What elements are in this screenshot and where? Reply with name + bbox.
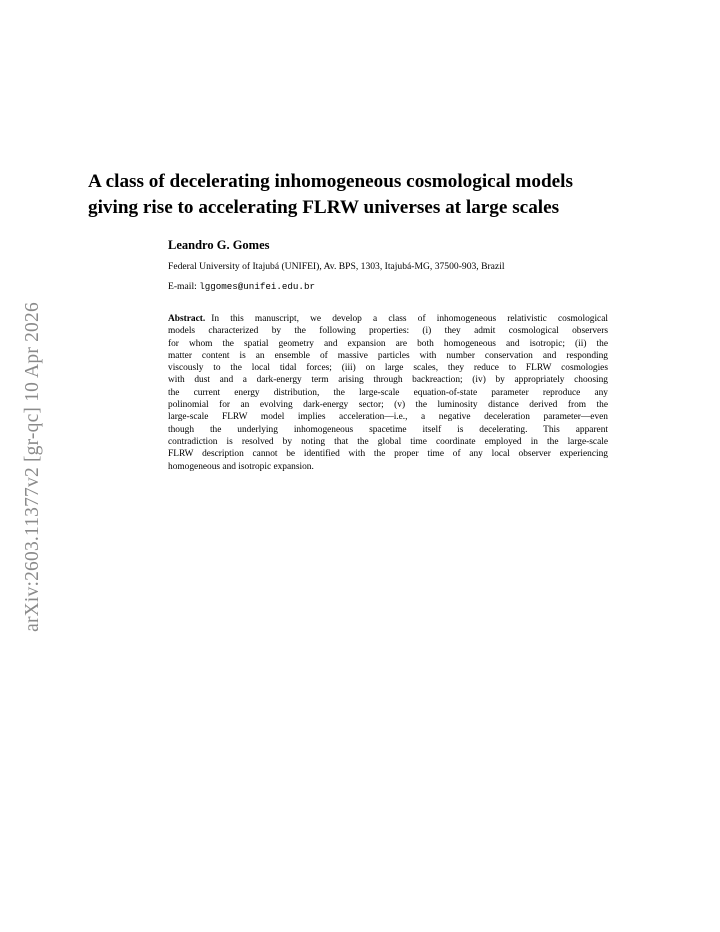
- email-label: E-mail:: [168, 281, 197, 292]
- abstract-line: though the underlying inhomogeneous spacetime itself is decelerating. This apparent: [168, 424, 608, 435]
- abstract-line: polinomial for an evolving dark-energy sector; (v) the luminosity distance derived from the: [168, 400, 608, 411]
- author-affiliation: Federal University of Itajubá (UNIFEI), Av. BPS, 1303, Itajubá-MG, 37500-903, Brazil: [168, 261, 505, 272]
- paper-title: [88, 169, 648, 221]
- author-email-line: [168, 281, 315, 292]
- abstract-line: FLRW description cannot be identified with the proper time of any local observer experiencing: [168, 449, 608, 460]
- abstract-line: for whom the spatial geometry and expansion are both homogeneous and isotropic; (ii) the: [168, 338, 608, 349]
- abstract-line-text: In this manuscript, we develop a class of inhomogeneous relativistic cosmological: [211, 314, 608, 324]
- abstract-line: contradiction is resolved by noting that the global time coordinate employed in the large-scale: [168, 436, 608, 447]
- abstract: [168, 313, 608, 473]
- abstract-label: Abstract.: [168, 314, 206, 324]
- abstract-line: with dust and a dark-energy term arising through backreaction; (iv) by appropriately choosing: [168, 375, 608, 386]
- arxiv-identifier-text: arXiv:2603.11377v2 [gr-qc] 10 Apr 2026: [22, 302, 43, 632]
- abstract-line: large-scale FLRW model implies acceleration—i.e., a negative deceleration parameter—even: [168, 412, 608, 423]
- paper-title-line-2: giving rise to accelerating FLRW universes at large scales: [88, 197, 560, 218]
- abstract-line: matter content is an ensemble of massive particles with number conservation and responding: [168, 350, 608, 361]
- author-name: Leandro G. Gomes: [168, 238, 270, 252]
- abstract-line: homogeneous and isotropic expansion.: [168, 461, 314, 472]
- abstract-line: viscously to the local tidal forces; (iii) on large scales, they reduce to FLRW cosmologies: [168, 363, 608, 374]
- email-address: lggomes@unifei.edu.br: [199, 281, 315, 292]
- abstract-line: the current energy distribution, the large-scale equation-of-state parameter reproduce any: [168, 387, 608, 398]
- abstract-line: models characterized by the following properties: (i) they admit cosmological observers: [168, 326, 608, 337]
- arxiv-identifier-stamp: [8, 262, 58, 672]
- paper-title-line-1: A class of decelerating inhomogeneous cosmological models: [88, 171, 573, 192]
- abstract-line: [168, 313, 608, 325]
